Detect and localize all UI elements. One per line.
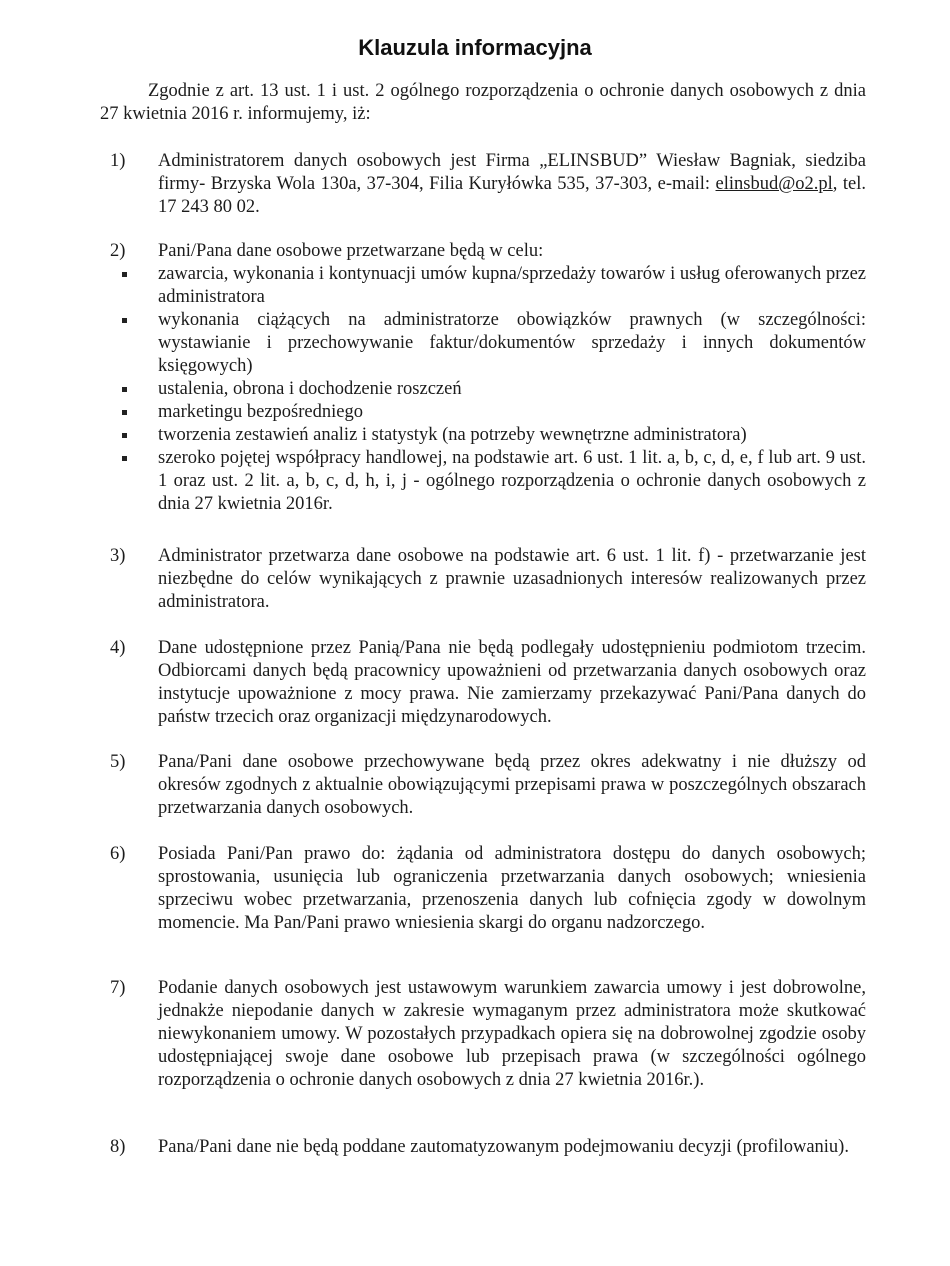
list-item	[158, 309, 866, 378]
section-7	[110, 977, 866, 1092]
list-item	[158, 401, 866, 424]
section-2	[110, 240, 866, 516]
bullet-icon	[122, 318, 127, 323]
list-item-text: zawarcia, wykonania i kontynuacji umów kupna/sprzedaży towarów i usług oferowanych przez administratora	[158, 264, 866, 307]
list-item-text: ustalenia, obrona i dochodzenie roszczeń	[158, 379, 462, 399]
section-number: 7)	[110, 978, 126, 998]
bullet-icon	[122, 433, 127, 438]
purpose-list	[158, 263, 866, 516]
section-text	[158, 150, 866, 219]
intro-paragraph: Zgodnie z art. 13 ust. 1 i ust. 2 ogólnego rozporządzenia o ochronie danych osobowych z dnia 27 kwietnia 2016 r. informujemy, iż:	[100, 81, 866, 124]
section-lead: Pani/Pana dane osobowe przetwarzane będą w celu:	[158, 241, 544, 261]
bullet-icon	[122, 456, 127, 461]
administrator-text: Administratorem danych osobowych jest Firma „ELINSBUD” Wiesław Bagniak, siedziba firmy- Brzyska Wola 130a, 37-304, Filia Kuryłówka 535, 37-303, e-mail:	[158, 151, 866, 194]
bullet-icon	[122, 410, 127, 415]
list-item-text: tworzenia zestawień analiz i statystyk (na potrzeby wewnętrzne administratora)	[158, 425, 747, 445]
section-number: 5)	[110, 752, 126, 772]
section-number: 3)	[110, 546, 126, 566]
section-number: 2)	[110, 241, 126, 261]
bullet-icon	[122, 272, 127, 277]
section-number: 1)	[110, 151, 126, 171]
list-item-text: szeroko pojętej współpracy handlowej, na podstawie art. 6 ust. 1 lit. a, b, c, d, e, f lub art. 9 ust. 1 oraz ust. 2 lit. a, b, c, d, h, i, j - ogólnego rozporządzenia o ochronie danych osobowych z dnia 27 kwietnia 2016r.	[158, 448, 866, 514]
section-1	[110, 150, 866, 219]
section-4	[110, 637, 866, 729]
section-text: Dane udostępnione przez Panią/Pana nie będą podlegały udostępnieniu podmiotom trzecim. Odbiorcami danych będą pracownicy upoważnieni od przetwarzania danych osobowych oraz instytucje upoważnione z mocy prawa. Nie zamierzamy przekazywać Pani/Pana danych do państw trzecich oraz organizacji międzynarodowych.	[158, 638, 866, 727]
section-text: Podanie danych osobowych jest ustawowym warunkiem zawarcia umowy i jest dobrowolne, jednakże niepodanie danych w zakresie wymaganym przez administratora może skutkować niewykonaniem umowy. W pozostałych przypadkach opiera się na dobrowolnej zgodzie osoby udostępniającej swoje dane osobowe lub przepisach prawa (w szczególności ogólnego rozporządzenia o ochronie danych osobowych z dnia 27 kwietnia 2016r.).	[158, 978, 866, 1090]
list-item-text: marketingu bezpośredniego	[158, 402, 363, 422]
section-text: Posiada Pani/Pan prawo do: żądania od administratora dostępu do danych osobowych; sprostowania, usunięcia lub ograniczenia przetwarzania danych osobowych; wniesienia sprzeciwu wobec przetwarzania, przenoszenia danych lub cofnięcia zgody w dowolnym momencie. Ma Pan/Pani prawo wniesienia skargi do organu nadzorczego.	[158, 844, 866, 933]
list-item-text: wykonania ciążących na administratorze obowiązków prawnych (w szczególności: wystawianie i przechowywanie faktur/dokumentów sprzedaży i innych dokumentów księgowych)	[158, 310, 866, 376]
document-title: Klauzula informacyjna	[358, 35, 592, 60]
list-item	[158, 424, 866, 447]
section-text	[158, 240, 866, 516]
list-item	[158, 447, 866, 516]
section-6	[110, 843, 866, 935]
section-text: Pana/Pani dane osobowe przechowywane będą przez okres adekwatny i nie dłuższy od okresów zgodnych z aktualnie obowiązującymi przepisami prawa w poszczególnych obszarach przetwarzania danych osobowych.	[158, 752, 866, 818]
section-number: 6)	[110, 844, 126, 864]
bullet-icon	[122, 387, 127, 392]
section-number: 8)	[110, 1137, 126, 1157]
section-text: Pana/Pani dane nie będą poddane zautomatyzowanym podejmowaniu decyzji (profilowaniu).	[158, 1137, 849, 1157]
phone-text: , tel. 17 243 80 02.	[158, 174, 866, 217]
section-3	[110, 545, 866, 614]
section-text: Administrator przetwarza dane osobowe na podstawie art. 6 ust. 1 lit. f) - przetwarzanie jest niezbędne do celów wynikających z prawnie uzasadnionych interesów realizowanych przez administratora.	[158, 546, 866, 612]
section-8	[110, 1136, 866, 1159]
section-number: 4)	[110, 638, 126, 658]
section-5	[110, 751, 866, 820]
email-link[interactable]: elinsbud@o2.pl	[715, 174, 833, 194]
list-item	[158, 378, 866, 401]
list-item	[158, 263, 866, 309]
